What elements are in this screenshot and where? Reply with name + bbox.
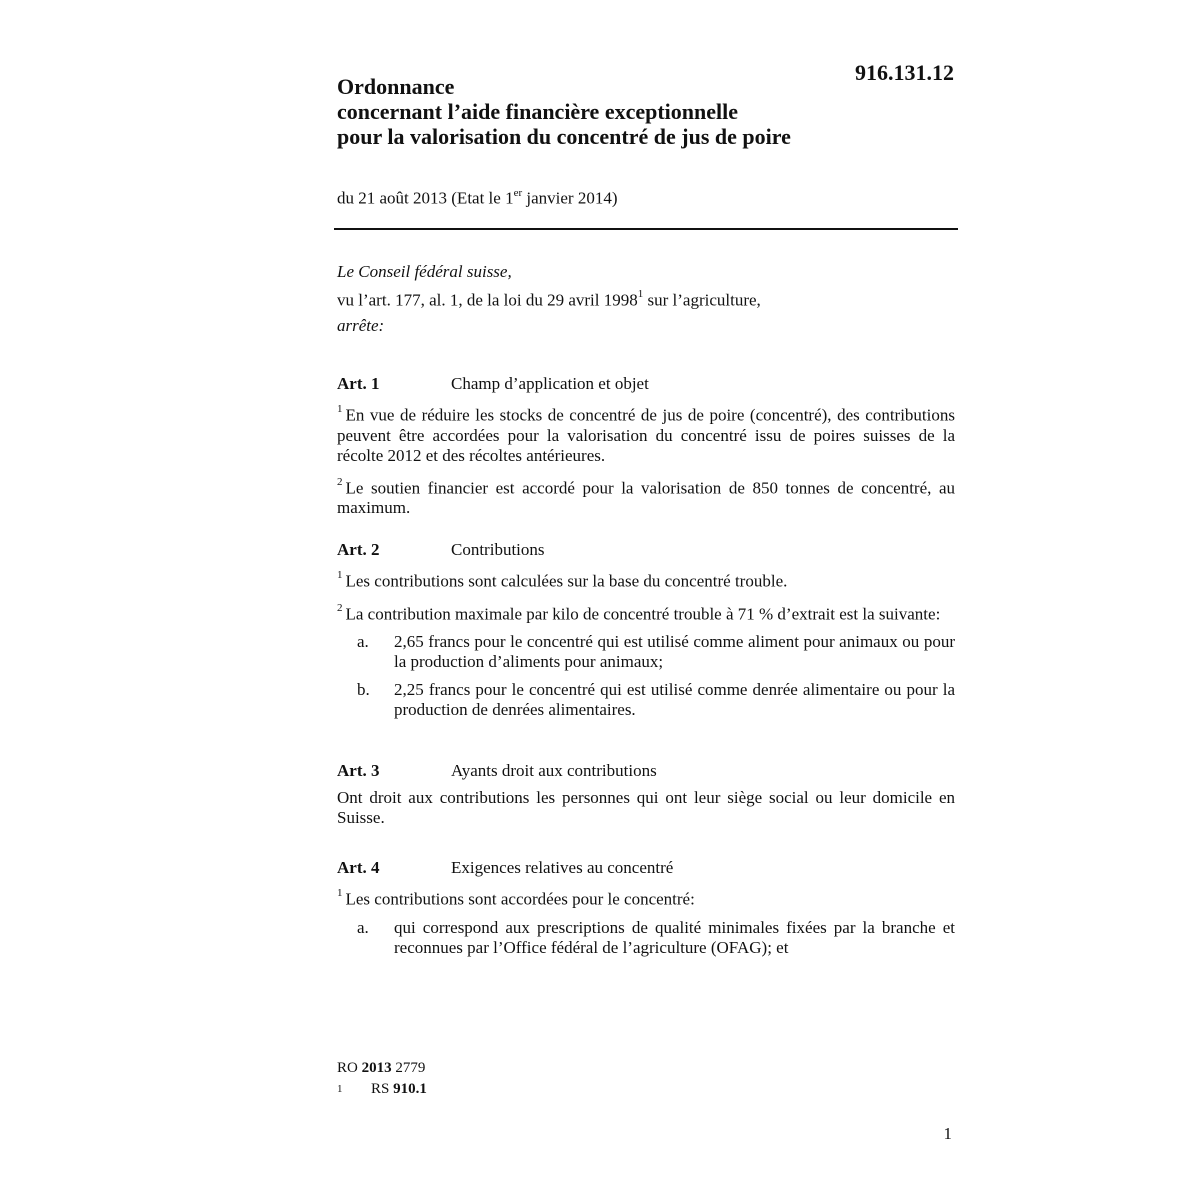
article-number: Art. 4 — [337, 858, 380, 877]
article-heading — [337, 760, 955, 788]
paragraph: $^1$ Les contributions sont calculées sur la base du concentré trouble. — [337, 569, 788, 591]
preamble-issuer: Le Conseil fédéral suisse, — [337, 262, 512, 281]
article-3 — [337, 760, 955, 836]
article-4 — [337, 857, 955, 966]
list-item: a. 2,65 francs pour le concentré qui est utilisé comme aliment pour animaux ou pour la production d’aliments pour animaux; — [357, 632, 955, 672]
document-page — [337, 0, 957, 1200]
preamble — [337, 259, 761, 338]
article-title: Exigences relatives au concentré — [451, 858, 674, 877]
article-heading — [337, 857, 955, 885]
preamble-decree: arrête: — [337, 315, 385, 335]
article-heading — [337, 539, 955, 567]
article-1 — [337, 373, 955, 526]
paragraph: $^1$ Les contributions sont accordées pour le concentré: — [337, 887, 695, 909]
page-number: 1 — [943, 1124, 952, 1143]
preamble-basis: vu l’art. 177, al. 1, de la loi du 29 avril 1998$^1$ sur l’agriculture, — [337, 288, 761, 310]
official-compilation-ref: RO 2013 2779 — [337, 1060, 426, 1076]
title-line: Ordonnance — [337, 74, 455, 99]
article-2 — [337, 539, 955, 728]
list-item: a. qui correspond aux prescriptions de qualité minimales fixées par la branche et reconnues par l’Office fédéral de l’agriculture (OFAG); et — [357, 917, 955, 957]
footnote: 1 RS 910.1 — [337, 1081, 427, 1097]
document-number: 916.131.12 — [855, 60, 954, 85]
document-title — [337, 74, 791, 149]
article-number: Art. 3 — [337, 761, 380, 780]
footnotes — [337, 1058, 427, 1100]
list-item: b. 2,25 francs pour le concentré qui est utilisé comme denrée alimentaire ou pour la production de denrées alimentaires. — [357, 680, 955, 720]
article-heading — [337, 373, 955, 401]
title-line: concernant l’aide financière exceptionnelle — [337, 99, 739, 124]
header-divider — [334, 228, 958, 230]
paragraph: $^2$ La contribution maximale par kilo de concentré trouble à 71 % d’extrait est la suivante: — [337, 601, 941, 624]
article-title: Contributions — [451, 540, 545, 559]
article-number: Art. 2 — [337, 540, 380, 559]
paragraph: Ont droit aux contributions les personnes qui ont leur siège social ou leur domicile en Suisse. — [337, 788, 955, 827]
footnote-ref[interactable]: 1 — [637, 288, 644, 300]
paragraph: $^2$ Le soutien financier est accordé pour la valorisation de 850 tonnes de concentré, au maximum. — [337, 475, 955, 518]
title-line: pour la valorisation du concentré de jus de poire — [337, 124, 791, 149]
article-title: Ayants droit aux contributions — [451, 761, 657, 780]
date-line: du 21 août 2013 (Etat le 1er janvier 2014) — [337, 187, 618, 208]
article-title: Champ d’application et objet — [451, 374, 649, 393]
article-number: Art. 1 — [337, 374, 380, 393]
paragraph: $^1$ En vue de réduire les stocks de concentré de jus de poire (concentré), des contributions peuvent être accordées pour la valorisation du concentré issu de poires suisses de la récolte 2012 et des récoltes antérieures. — [337, 403, 955, 465]
